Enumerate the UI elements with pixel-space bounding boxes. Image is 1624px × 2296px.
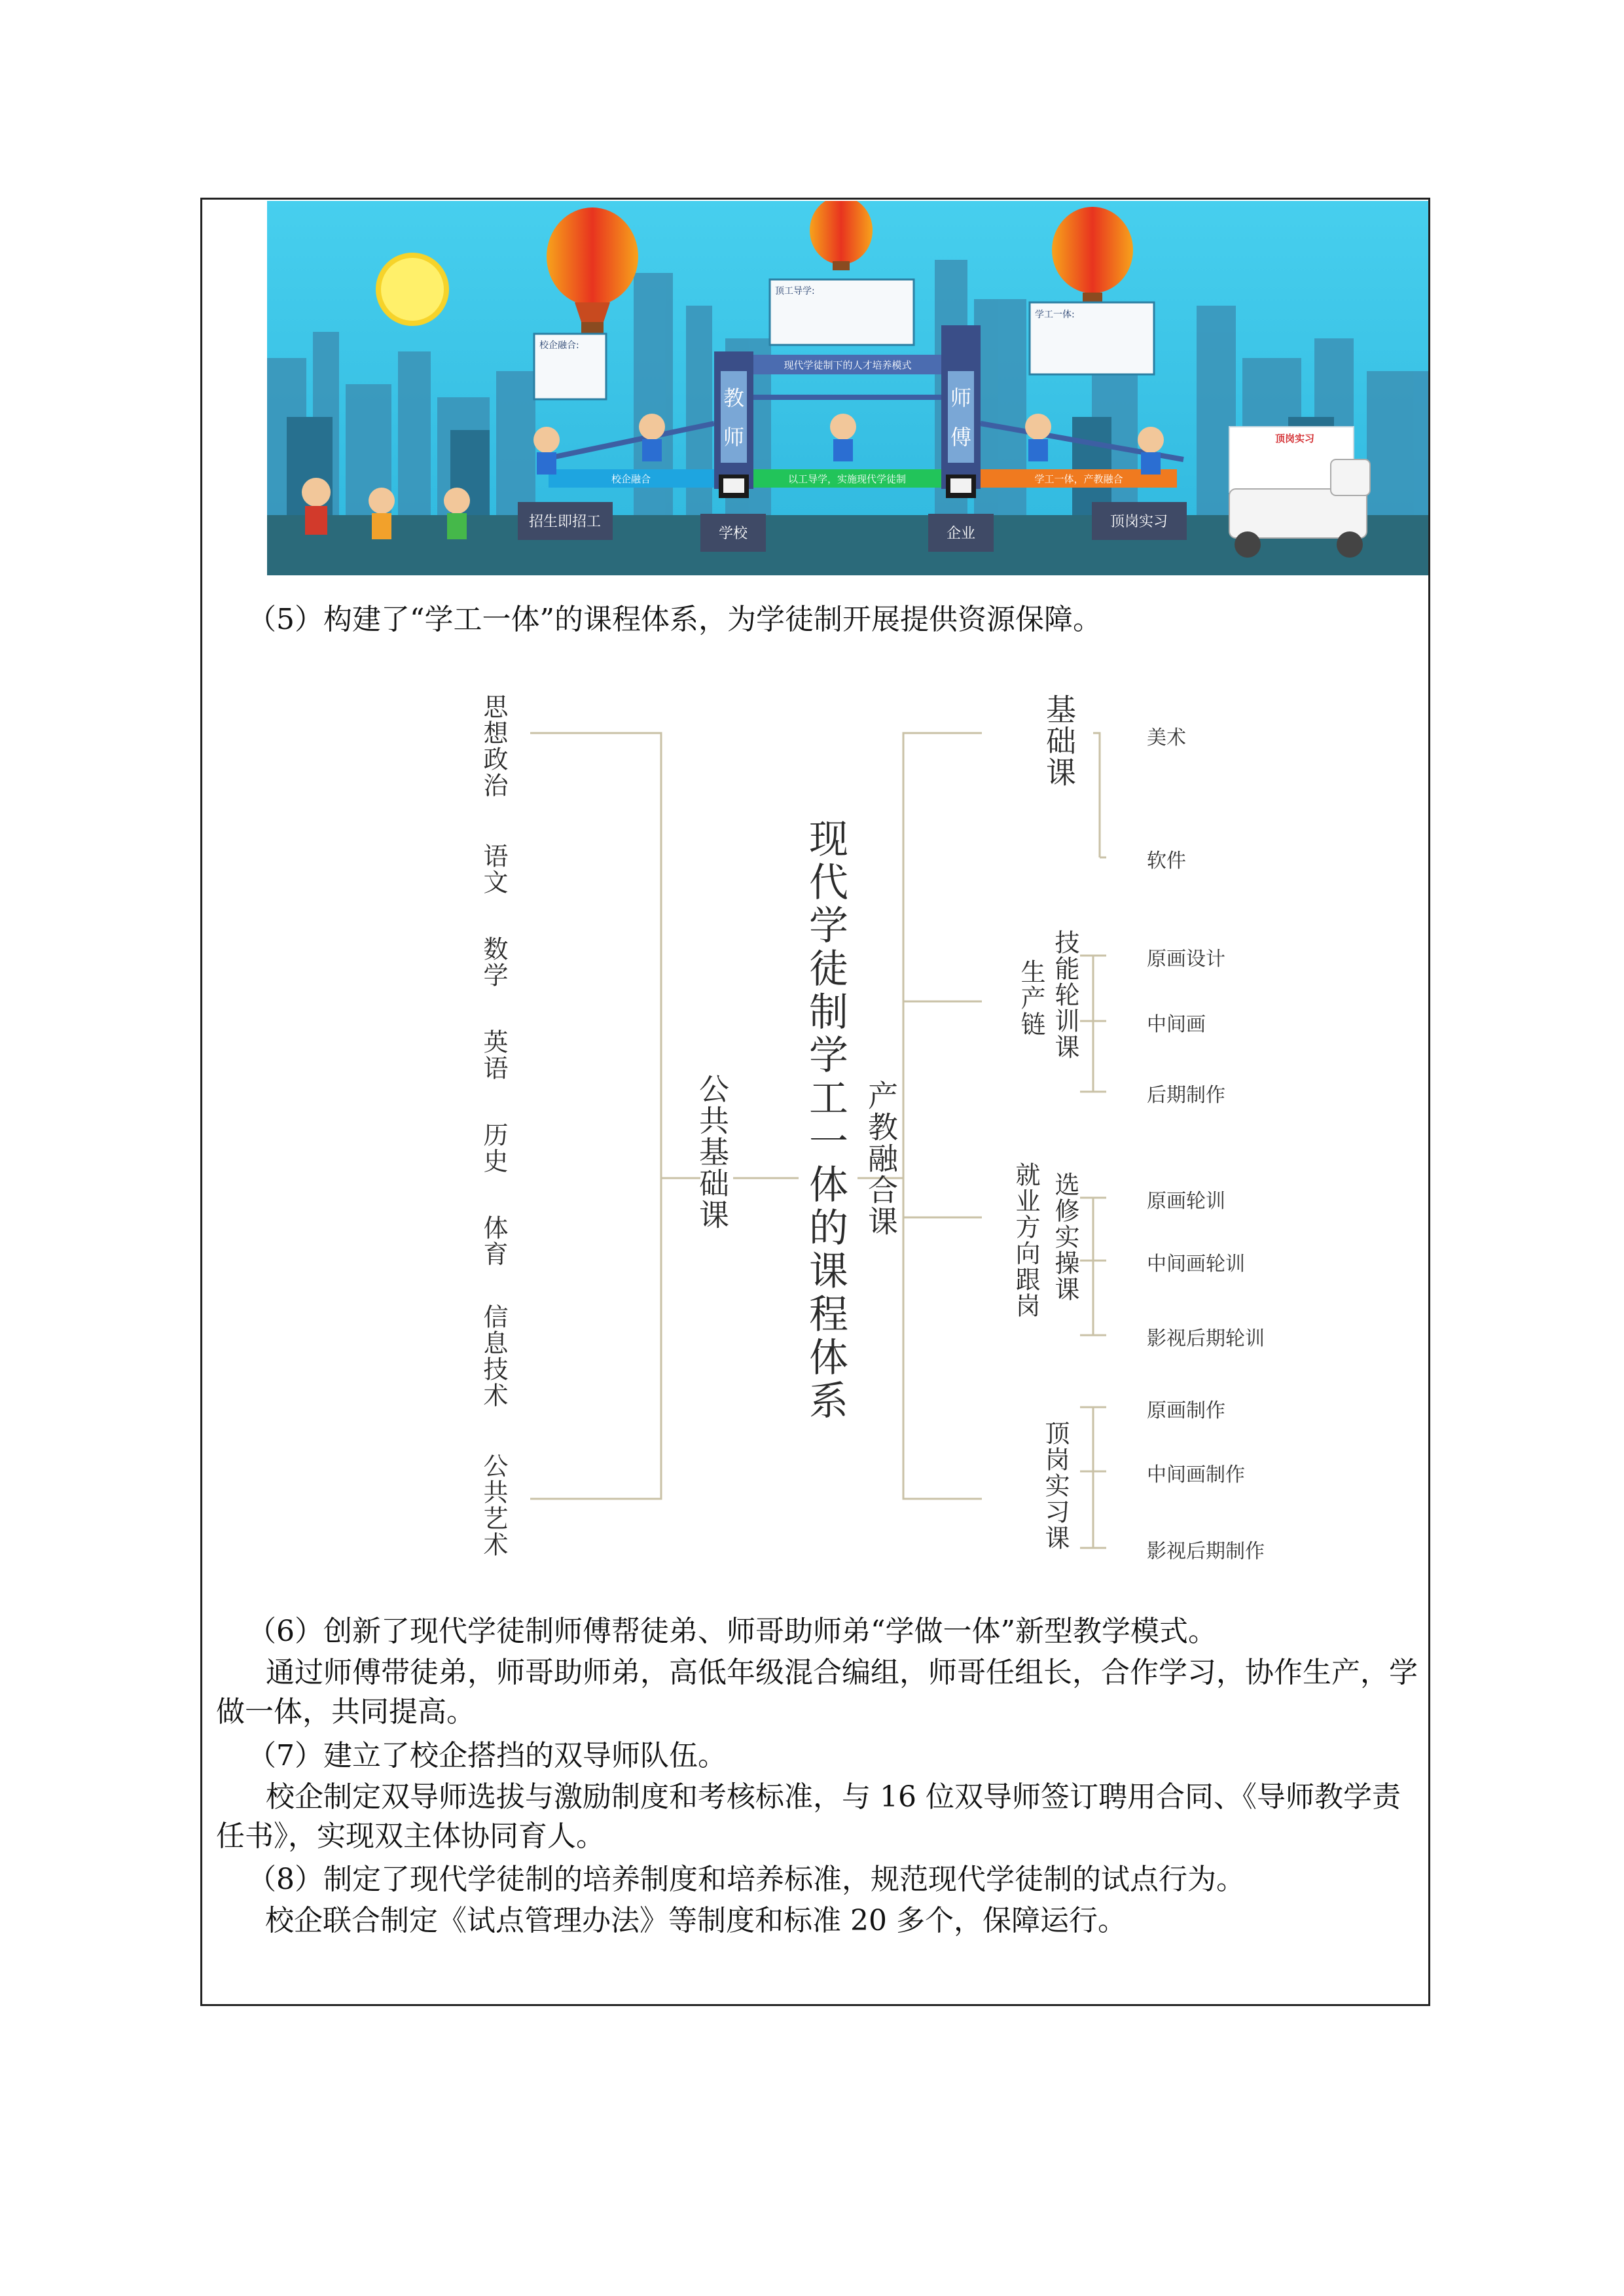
paragraph-6: （6）创新了现代学徒制师傅帮徒弟、师哥助师弟“学做一体”新型教学模式。 (247, 1615, 1217, 1648)
apprenticeship-illustration (267, 201, 1428, 575)
bridge-label-1: 校企融合 (611, 473, 651, 485)
course-item: 数学 (479, 936, 508, 988)
leaf-course: 软件 (1147, 850, 1186, 872)
course-diagram (425, 668, 1342, 1610)
station-school: 学校 (718, 526, 748, 542)
course-item: 公共艺术 (479, 1453, 508, 1558)
bridge-banner: 现代学徒制下的人才培养模式 (784, 359, 912, 371)
leaf-course: 原画制作 (1147, 1399, 1225, 1422)
station-internship: 顶岗实习 (1110, 514, 1168, 530)
paragraph-7: （7）建立了校企搭挡的双导师队伍。 (247, 1739, 727, 1772)
course-item: 历史 (479, 1122, 508, 1174)
leaf-course: 美术 (1147, 726, 1186, 749)
sign-right-title: 学工一体: (1035, 310, 1075, 320)
pillar-right-2: 傅 (950, 425, 972, 450)
course-item: 体育 (479, 1215, 508, 1267)
pillar-left-1: 教 (723, 386, 745, 410)
leaf-course: 影视后期轮训 (1147, 1327, 1265, 1350)
paragraph-7-body: 校企制定双导师选拔与激励制度和考核标准，与 16 位双导师签订聘用合同、《导师教学责任书》，实现双主体协同育人。 (216, 1780, 1401, 1853)
sign-left-title: 校企融合: (539, 340, 579, 351)
pillar-left-2: 师 (723, 425, 745, 450)
sun-icon (378, 255, 446, 323)
diagram-center-title: 现代学徒制学工一体的课程体系 (803, 818, 848, 1423)
pillar-right-1: 师 (950, 386, 972, 410)
leaf-course: 后期制作 (1147, 1084, 1225, 1107)
group-label: 顶岗实习课 (1041, 1420, 1070, 1551)
paragraph-6-body: 通过师傅带徒弟，师哥助师弟，高低年级混合编组，师哥任组长，合作学习，协作生产，学做一体，共同提高。 (216, 1656, 1418, 1729)
branch-industry-education: 产教融合课 (863, 1080, 899, 1237)
station-enterprise: 企业 (946, 526, 976, 542)
leaf-course: 中间画制作 (1147, 1463, 1245, 1486)
sign-center-title: 顶工导学: (775, 286, 815, 296)
group-label: 基础课 (1041, 694, 1077, 788)
course-item: 思想政治 (479, 694, 508, 798)
course-item: 信息技术 (479, 1304, 508, 1408)
paragraph-8: （8）制定了现代学徒制的培养制度和培养标准，规范现代学徒制的试点行为。 (247, 1863, 1245, 1896)
group-sub: 生产链 (1017, 959, 1045, 1037)
leaf-course: 中间画 (1147, 1013, 1206, 1036)
leaf-course: 影视后期制作 (1147, 1540, 1265, 1563)
group-label: 技能轮训课 (1051, 929, 1079, 1060)
leaf-course: 中间画轮训 (1147, 1253, 1245, 1276)
leaf-course: 原画轮训 (1147, 1190, 1225, 1213)
branch-public-basic: 公共基础课 (695, 1073, 730, 1230)
course-item: 英语 (479, 1029, 508, 1081)
paragraph-5: （5）构建了“学工一体”的课程体系，为学徒制开展提供资源保障。 (247, 603, 1102, 636)
paragraph-8-body: 校企联合制定《试点管理办法》等制度和标准 20 多个，保障运行。 (265, 1904, 1127, 1937)
bridge-label-3: 学工一体，产教融合 (1034, 473, 1123, 485)
group-sub: 就业方向跟岗 (1011, 1162, 1040, 1319)
leaf-course: 原画设计 (1147, 948, 1225, 971)
sign-far-right-title: 顶岗实习 (1275, 433, 1315, 444)
group-label: 选修实操课 (1051, 1172, 1079, 1302)
course-item: 语文 (479, 843, 508, 895)
station-recruit: 招生即招工 (528, 514, 602, 530)
bridge-label-2: 以工导学，实施现代学徒制 (787, 473, 907, 485)
